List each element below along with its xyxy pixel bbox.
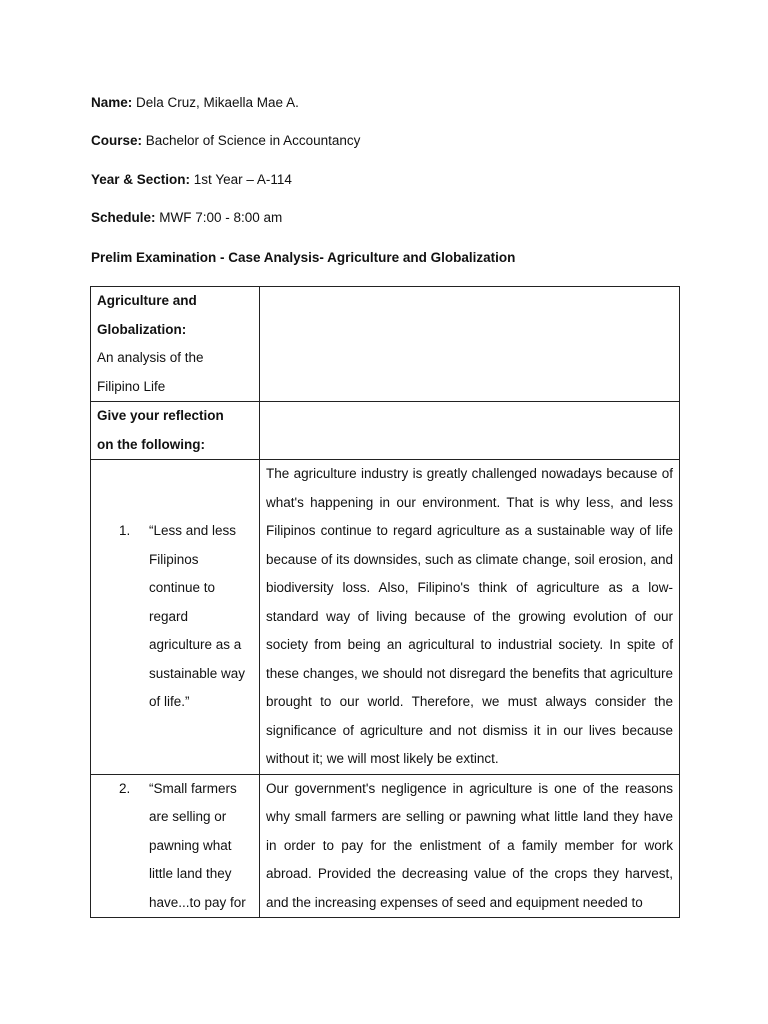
table-row [91, 460, 680, 775]
table-row [91, 774, 680, 918]
topic-title-line-1: Agriculture and [97, 293, 197, 308]
year-section-value: 1st Year – A-114 [190, 172, 292, 187]
empty-cell [260, 402, 680, 460]
prompt-cell [91, 402, 260, 460]
numbered-question [97, 775, 253, 918]
schedule-value: MWF 7:00 - 8:00 am [155, 210, 283, 225]
question-text: “Less and less Filipinos continue to regard agriculture as a sustainable way of life.” [149, 523, 246, 709]
name-value: Dela Cruz, Mikaella Mae A. [132, 95, 299, 110]
course-label: Course: [91, 133, 143, 148]
question-number: 1. [119, 523, 131, 538]
schedule-line [91, 209, 282, 227]
question-text: “Small farmers are selling or pawning what little land they have...to pay for [149, 780, 246, 910]
name-label: Name: [91, 95, 133, 110]
topic-subtitle-line-1: An analysis of the [97, 350, 204, 365]
topic-cell [91, 287, 260, 402]
course-value: Bachelor of Science in Accountancy [142, 133, 361, 148]
exam-title: Prelim Examination - Case Analysis- Agriculture and Globalization [91, 250, 516, 265]
topic-title-line-2: Globalization: [97, 321, 187, 337]
question-cell [91, 460, 260, 775]
answer-cell: Our government's negligence in agriculture is one of the reasons why small farmers are selling or pawning what little land they have in order to pay for the enlistment of a family member for work abroad. Provided the decreasing value of the crops they harvest, and the increasing expenses of seed and equipment needed to [260, 774, 680, 918]
numbered-question [97, 517, 253, 717]
prompt-line-1: Give your reflection [97, 408, 224, 423]
year-section-line [91, 171, 292, 189]
name-line [91, 94, 299, 112]
prompt-line-2: on the following: [97, 436, 205, 452]
schedule-label: Schedule: [91, 210, 156, 225]
case-analysis-table [90, 286, 680, 918]
topic-subtitle-line-2: Filipino Life [97, 378, 166, 394]
question-cell [91, 774, 260, 918]
empty-cell [260, 287, 680, 402]
question-number: 2. [119, 780, 131, 796]
year-section-label: Year & Section: [91, 172, 191, 187]
table-row [91, 287, 680, 402]
table-row [91, 402, 680, 460]
course-line [91, 132, 360, 150]
answer-cell: The agriculture industry is greatly challenged nowadays because of what's happening in our environment. That is why less, and less Filipinos continue to regard agriculture as a sustainable way of life because of its downsides, such as climate change, soil erosion, and biodiversity loss. Also, Filipino's think of agriculture as a low-standard way of living because of the growing evolution of our society from being an agricultural to industrial society. In spite of these changes, we should not disregard the benefits that agriculture brought to our world. Therefore, we must always consider the significance of agriculture and not dismiss it in our lives because without it; we will most likely be extinct. [260, 460, 680, 775]
